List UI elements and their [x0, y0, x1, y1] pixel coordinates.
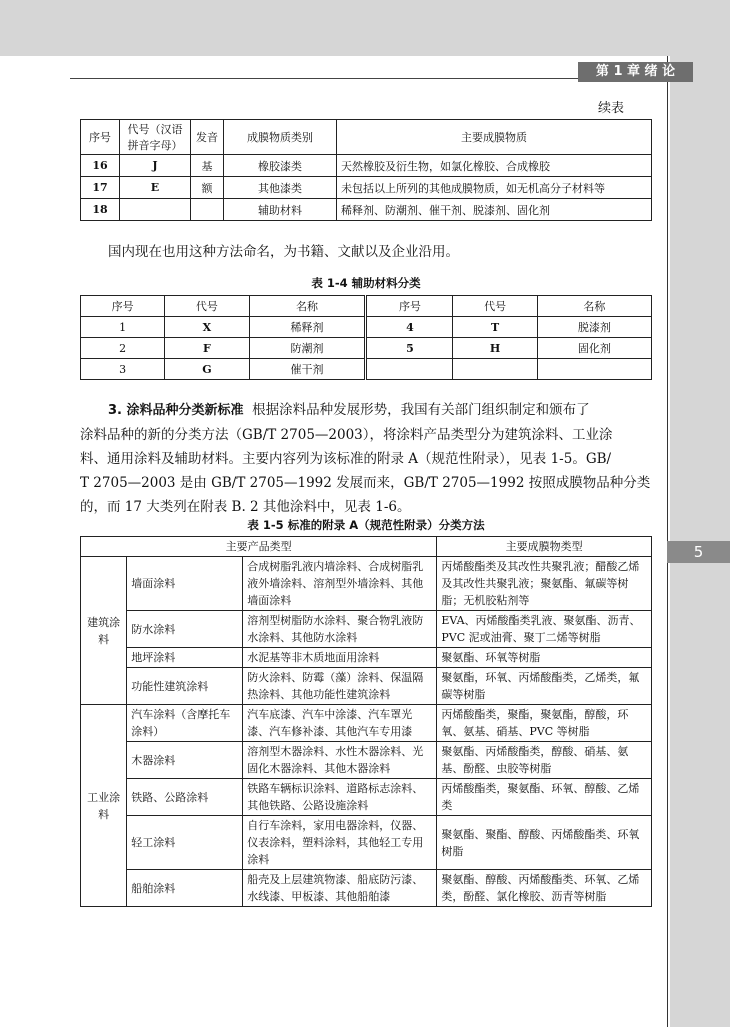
- column-header: 序号: [366, 296, 453, 317]
- type-cell: 地坪涂料: [127, 648, 243, 668]
- film-cell: 聚氨酯、环氧等树脂: [437, 648, 652, 668]
- chapter-label: 第 1 章 绪 论: [578, 62, 693, 82]
- continued-table: [80, 119, 652, 221]
- section-3-paragraph: [80, 398, 654, 519]
- column-header: 发音: [191, 120, 224, 155]
- paragraph-text: 根据涂料品种发展形势，我国有关部门组织制定和颁布了: [252, 402, 590, 418]
- table-row: [81, 317, 652, 338]
- page-number: 5: [667, 541, 730, 563]
- film-cell: EVA、丙烯酸酯类乳液、聚氨酯、沥青、PVC 泥或油膏、聚丁二烯等树脂: [437, 611, 652, 648]
- type-cell: 防水涂料: [127, 611, 243, 648]
- table-caption: 表 1-4 辅助材料分类: [311, 276, 421, 290]
- column-header: 名称: [537, 296, 651, 317]
- table-cell: 4: [366, 317, 453, 338]
- table-cell: 3: [81, 359, 165, 380]
- film-cell: 聚氨酯，环氧、丙烯酸酯类，乙烯类，氟碳等树脂: [437, 668, 652, 705]
- table-row: [81, 338, 652, 359]
- table-cell: 催干剂: [249, 359, 366, 380]
- film-cell: 聚氨酯、聚酯、醇酸、丙烯酸酯类、环氧树脂: [437, 816, 652, 870]
- table-cell: [453, 359, 537, 380]
- film-cell: 聚氨酯、醇酸、丙烯酸酯类、环氧、乙烯类，酚醛、氯化橡胶、沥青等树脂: [437, 870, 652, 907]
- table-cell: 1: [81, 317, 165, 338]
- table-cell: [191, 199, 224, 221]
- table-row: [81, 177, 652, 199]
- table-row: [81, 199, 652, 221]
- table-cell: 5: [366, 338, 453, 359]
- products-cell: 防火涂料、防霉（藻）涂料、保温隔热涂料、其他功能性建筑涂料: [243, 668, 437, 705]
- type-cell: 功能性建筑涂料: [127, 668, 243, 705]
- table-caption: 表 1-5 标准的附录 A（规范性附录）分类方法: [247, 518, 485, 532]
- column-header: 代号: [453, 296, 537, 317]
- products-cell: 合成树脂乳液内墙涂料、合成树脂乳液外墙涂料、溶剂型外墙涂料、其他墙面涂料: [243, 557, 437, 611]
- continued-label: 续表: [598, 101, 625, 116]
- products-cell: 汽车底漆、汽车中涂漆、汽车罩光漆、汽车修补漆、其他汽车专用漆: [243, 705, 437, 742]
- table-row: [81, 557, 652, 611]
- table-row: [81, 742, 652, 779]
- type-cell: 木器涂料: [127, 742, 243, 779]
- table-cell: 基: [191, 155, 224, 177]
- table-row: [81, 816, 652, 870]
- table-row: [81, 705, 652, 742]
- table-cell: [366, 359, 453, 380]
- table-cell: 16: [81, 155, 120, 177]
- film-cell: 丙烯酸酯类，聚酯，聚氨酯，醇酸，环氧、氨基、硝基、PVC 等树脂: [437, 705, 652, 742]
- table-cell: 18: [81, 199, 120, 221]
- type-cell: 墙面涂料: [127, 557, 243, 611]
- table-cell: J: [120, 155, 191, 177]
- paragraph-line: [80, 398, 654, 423]
- table-cell: 辅助材料: [224, 199, 337, 221]
- film-cell: 丙烯酸酯类，聚氨酯、环氧、醇酸、乙烯类: [437, 779, 652, 816]
- paragraph-line: T 2705—2003 是由 GB/T 2705—1992 发展而来，GB/T 2705—1992 按照成膜物品种分类: [80, 475, 651, 491]
- table-cell: 橡胶漆类: [224, 155, 337, 177]
- table-cell: 防潮剂: [249, 338, 366, 359]
- table-cell: 未包括以上所列的其他成膜物质，如无机高分子材料等: [337, 177, 652, 199]
- paragraph: 国内现在也用这种方法命名，为书籍、文献以及企业沿用。: [108, 244, 459, 260]
- film-cell: 丙烯酸酯类及其改性共聚乳液；醋酸乙烯及其改性共聚乳液；聚氨酯、氟碳等树脂；无机胶粘剂等: [437, 557, 652, 611]
- table-row: [81, 648, 652, 668]
- table-cell: 2: [81, 338, 165, 359]
- group-cell: 工业涂料: [81, 705, 127, 907]
- column-header: 序号: [81, 120, 120, 155]
- column-header: 代号（汉语拼音字母）: [120, 120, 191, 155]
- classification-table: [80, 536, 652, 907]
- table-row: [81, 155, 652, 177]
- column-header: 主要成膜物质: [337, 120, 652, 155]
- products-cell: 溶剂型木器涂料、水性木器涂料、光固化木器涂料、其他木器涂料: [243, 742, 437, 779]
- products-cell: 铁路车辆标识涂料、道路标志涂料、其他铁路、公路设施涂料: [243, 779, 437, 816]
- column-header: 主要产品类型: [81, 537, 437, 557]
- table-cell: 稀释剂: [249, 317, 366, 338]
- type-cell: 轻工涂料: [127, 816, 243, 870]
- film-cell: 聚氨酯、丙烯酸酯类，醇酸、硝基、氨基、酚醛、虫胶等树脂: [437, 742, 652, 779]
- auxiliary-materials-table: [80, 295, 652, 380]
- group-cell: 建筑涂料: [81, 557, 127, 705]
- paragraph-line: 的，而 17 大类列在附表 B. 2 其他涂料中，见表 1-6。: [80, 499, 411, 515]
- paragraph-line: 涂料品种的新的分类方法（GB/T 2705—2003），将涂料产品类型分为建筑涂料、工业涂: [80, 427, 613, 443]
- table-header-row: [81, 537, 652, 557]
- table-cell: F: [165, 338, 249, 359]
- table-cell: 天然橡胶及衍生物，如氯化橡胶、合成橡胶: [337, 155, 652, 177]
- table-cell: G: [165, 359, 249, 380]
- column-header: 序号: [81, 296, 165, 317]
- column-header: 主要成膜物类型: [437, 537, 652, 557]
- table-row: [81, 668, 652, 705]
- products-cell: 自行车涂料，家用电器涂料，仪器、仪表涂料，塑料涂料，其他轻工专用涂料: [243, 816, 437, 870]
- section-heading: 3. 涂料品种分类新标准: [108, 403, 244, 418]
- table-row: [81, 611, 652, 648]
- products-cell: 水泥基等非木质地面用涂料: [243, 648, 437, 668]
- table-cell: 稀释剂、防潮剂、催干剂、脱漆剂、固化剂: [337, 199, 652, 221]
- type-cell: 船舶涂料: [127, 870, 243, 907]
- column-header: 成膜物质类别: [224, 120, 337, 155]
- type-cell: 铁路、公路涂料: [127, 779, 243, 816]
- table-row: [81, 870, 652, 907]
- table-row: [81, 359, 652, 380]
- table-cell: [537, 359, 651, 380]
- paragraph-line: 料、通用涂料及辅助材料。主要内容列为该标准的附录 A（规范性附录），见表 1-5。GB/: [80, 451, 612, 467]
- products-cell: 船壳及上层建筑物漆、船底防污漆、水线漆、甲板漆、其他船舶漆: [243, 870, 437, 907]
- table-header-row: [81, 120, 652, 155]
- table-cell: E: [120, 177, 191, 199]
- table-row: [81, 779, 652, 816]
- products-cell: 溶剂型树脂防水涂料、聚合物乳液防水涂料、其他防水涂料: [243, 611, 437, 648]
- table-header-row: [81, 296, 652, 317]
- page-header-band: [0, 0, 730, 56]
- column-header: 名称: [249, 296, 366, 317]
- type-cell: 汽车涂料（含摩托车涂料）: [127, 705, 243, 742]
- table-cell: 其他漆类: [224, 177, 337, 199]
- table-cell: X: [165, 317, 249, 338]
- table-cell: 17: [81, 177, 120, 199]
- column-header: 代号: [165, 296, 249, 317]
- table-cell: 固化剂: [537, 338, 651, 359]
- table-cell: [120, 199, 191, 221]
- table-cell: 额: [191, 177, 224, 199]
- table-cell: 脱漆剂: [537, 317, 651, 338]
- table-cell: T: [453, 317, 537, 338]
- table-cell: H: [453, 338, 537, 359]
